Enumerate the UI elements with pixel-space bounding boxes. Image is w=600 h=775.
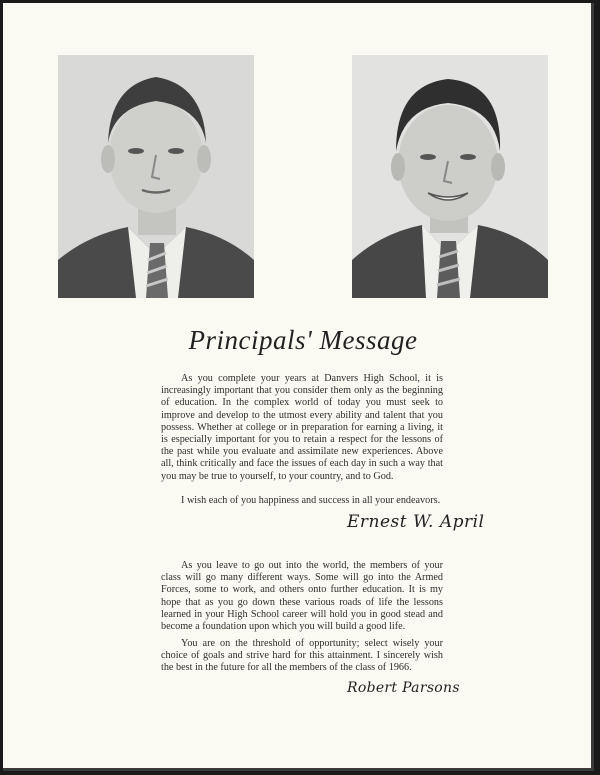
letter1-paragraph: As you complete your years at Danvers High School, it is increasingly important that you consider them only as the beginning of education. In the complex world of today you must seek to improve and develop to the utmost every ability and talent that you possess. Whether at college or in preparation for earning a living, it is especially important for you to retain a respect for the lessons of the past while you evaluate and assimilate new experiences. Above all, think critically and face the issues of each day in such a way that you may be true to yourself, to your country, and to God.	[161, 373, 443, 482]
letter2-paragraph1: As you leave to go out into the world, the members of your class will go many different ways. Some will go into the Armed Forces, some to work, and others onto further education. It is my hope that as you go down these various roads of life the lessons learned in your High School career will hold you in good stead and become a foundation upon which you will build a good life.	[161, 560, 443, 633]
letter2-signature: Robert Parsons	[347, 680, 460, 696]
yearbook-page	[3, 3, 594, 771]
letter1-closing: I wish each of you happiness and success in all your endeavors.	[181, 495, 441, 506]
principal-portrait-left	[58, 55, 254, 298]
letter1-signature: Ernest W. April	[347, 512, 485, 532]
letter2-paragraph2: You are on the threshold of opportunity; select wisely your choice of goals and strive hard for this attainment. I sincerely wish the best in the future for all the members of the class of 1966.	[161, 638, 443, 674]
principal-portrait-right	[352, 55, 548, 298]
page-title: Principals' Message	[188, 325, 418, 355]
